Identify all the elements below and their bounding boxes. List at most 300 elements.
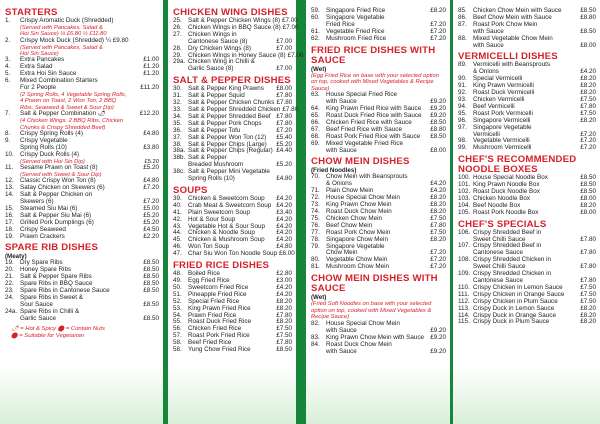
item-price: £7.80 — [276, 99, 293, 107]
item-number: 108. — [458, 256, 471, 264]
item-price: £8.20 — [276, 297, 292, 305]
item-name: Vermicelli — [473, 130, 500, 138]
menu-item — [5, 111, 159, 118]
item-number: 11. — [5, 163, 14, 171]
item-price: £8.20 — [580, 318, 596, 326]
item-price: £8.50 — [143, 287, 159, 295]
item-name: Garlic Sauce (8) — [188, 65, 234, 73]
item-name: Yung Chow Fried Rice — [188, 346, 251, 354]
menu-item — [5, 165, 159, 172]
item-name: Vegetable Fried Rice — [326, 27, 385, 35]
item-price: £9.20 — [430, 105, 446, 113]
item-number: 92. — [458, 89, 467, 97]
section-title: STARTERS — [5, 7, 58, 18]
item-name: Roast Duck Vermicelli — [473, 89, 535, 97]
item-name: Singapore Fried Rice — [326, 7, 386, 14]
item-price: £7.20 — [430, 34, 446, 42]
section-title: VERMICELLI DISHES — [458, 51, 558, 63]
item-name: Salt & Pepper Won Ton (12) — [188, 133, 267, 141]
menu-item — [5, 85, 159, 92]
item-name: House Special Chow Mein — [326, 319, 400, 327]
section-subtitle: (Wet) — [311, 65, 327, 73]
item-number: 78. — [311, 235, 320, 243]
item-number: 13. — [5, 184, 14, 192]
menu-item — [458, 319, 596, 326]
menu-section — [173, 7, 304, 73]
item-name: Skewers (6) — [20, 197, 54, 205]
item-name: Mixed Combination Starters — [20, 77, 98, 85]
item-number: 71. — [311, 187, 320, 195]
item-number: 79. — [311, 242, 320, 250]
item-number: 76. — [311, 221, 320, 229]
item-name: Sweet Chilli Sauce — [473, 235, 526, 243]
item-price: £7.20 — [430, 263, 446, 271]
item-price: £7.00 — [276, 65, 292, 73]
item-number: 104. — [458, 201, 471, 209]
item-name: Chicken Wings in — [188, 30, 237, 38]
item-name: Salt & Pepper Chicken on — [20, 191, 93, 199]
item-number: 33. — [173, 105, 182, 113]
item-price: £8.80 — [580, 13, 596, 21]
item-name: Salt & Pepper King Prawns — [188, 85, 264, 93]
item-name: Salt & Pepper Chicken Wings (8) — [188, 17, 281, 24]
item-name: Singapore Vermicelli — [473, 116, 531, 124]
item-price: £4.40 — [276, 147, 292, 155]
item-price: £8.50 — [580, 181, 596, 189]
item-name: Roast Duck Chow Mein — [326, 208, 392, 215]
item-number: 61. — [311, 27, 320, 35]
item-price: £7.20 — [143, 184, 159, 192]
menu-section — [311, 274, 446, 355]
item-number — [5, 316, 20, 323]
item-price: £8.20 — [580, 82, 596, 90]
item-number: 103. — [458, 194, 471, 202]
item-number: 51. — [173, 290, 182, 298]
item-name: Honey Spare Ribs — [20, 266, 72, 274]
item-number: 114. — [458, 311, 470, 319]
item-name: Dry Chicken Wings (8) — [188, 44, 251, 52]
item-number: 68. — [311, 132, 320, 140]
item-price: £7.50 — [430, 228, 446, 236]
item-name: with Sauce — [326, 98, 357, 106]
item-number: 6. — [5, 77, 11, 85]
item-number: 44. — [173, 229, 182, 237]
menu-column-1 — [0, 0, 163, 424]
item-price: £8.50 — [580, 7, 596, 14]
item-name: Beef Fried Rice — [188, 339, 232, 347]
item-name: Sesame Prawn on Toast (8) — [20, 163, 98, 171]
item-name: Crispy Shredded Beef in — [473, 242, 542, 250]
item-number: 1. — [5, 17, 11, 24]
item-price: £4.20 — [276, 283, 292, 291]
item-price: £7.80 — [580, 249, 596, 257]
item-note: (2 Spring Rolls, 4 Vegetable Spring Rolls, — [20, 91, 127, 98]
item-price: £7.20 — [276, 126, 292, 134]
item-price: £7.80 — [580, 102, 596, 110]
item-price: £5.20 — [144, 158, 159, 165]
item-price: £7.20 — [580, 144, 596, 152]
item-name: Spring Rolls (10) — [188, 175, 235, 183]
item-price: £7.00 — [287, 51, 304, 59]
item-name: with Sauce — [326, 326, 357, 334]
item-price: £7.80 — [276, 119, 292, 127]
item-number: 101. — [458, 181, 471, 189]
item-price: £5.20 — [276, 161, 292, 169]
item-name: Crispy Shredded Beef in — [473, 228, 542, 236]
item-name: Char Siu Won Ton Noodle Soup — [188, 250, 278, 258]
item-name: Roast Duck Noodle Box — [473, 188, 540, 196]
item-price — [157, 18, 159, 25]
item-number: 98. — [458, 137, 467, 145]
item-price: £7.20 — [580, 137, 596, 145]
item-price: £9.20 — [430, 326, 446, 334]
item-number: 17. — [5, 218, 14, 226]
item-name: Special Vermicelli — [473, 75, 523, 83]
item-name: Spare Ribs in Chilli & — [20, 307, 80, 315]
item-price: £7.20 — [430, 27, 446, 35]
item-price: £8.00 — [276, 85, 292, 93]
item-price: £7.00 — [282, 17, 298, 24]
item-number — [311, 349, 326, 356]
item-price: £8.00 — [430, 146, 446, 154]
item-price: £8.50 — [580, 188, 596, 196]
item-number: 36. — [173, 126, 182, 134]
item-name: Chow Mein with Beansprouts — [326, 173, 408, 181]
item-number: 12. — [5, 177, 14, 185]
item-price — [157, 152, 159, 159]
item-name: Cantonese Sauce — [473, 277, 524, 284]
item-number: 115. — [458, 318, 470, 326]
item-number: 15. — [5, 204, 14, 212]
item-name: Crispy Shredded Chicken in — [473, 270, 552, 278]
item-number: 50. — [173, 283, 182, 291]
item-price: £5.00 — [143, 204, 159, 212]
item-price: £8.20 — [276, 318, 292, 326]
item-price: £8.50 — [430, 118, 446, 126]
item-number: 60. — [311, 13, 320, 21]
item-name: Roast Duck Chow Mein — [326, 340, 392, 348]
item-price: £8.20 — [580, 201, 596, 209]
item-number: 80. — [311, 256, 320, 264]
menu-section — [458, 52, 596, 152]
item-price: £9.20 — [430, 347, 446, 355]
item-price: £8.00 — [580, 41, 596, 49]
item-price: £7.20 — [143, 197, 159, 205]
item-name: Salt & Pepper Mini Vegetable — [188, 168, 270, 176]
item-number: 93. — [458, 95, 467, 103]
item-price: £4.20 — [580, 68, 596, 76]
item-name: Crispy Vegetable — [20, 136, 68, 144]
item-note: Ribs, Seaweed & Sweet & Sour Dip) — [20, 104, 114, 111]
item-note: Hoi Sin Sauce) ¼ £6.80 ½ £11.80 — [20, 31, 107, 38]
item-number: 7. — [5, 110, 11, 118]
item-number: 32. — [173, 99, 182, 107]
item-number: 91. — [458, 82, 467, 90]
item-name: Chicken & Noodle Soup — [188, 229, 255, 237]
item-number: 16. — [5, 211, 14, 219]
item-price: £4.80 — [143, 177, 159, 185]
item-name: Chicken & Sweetcorn Soup — [188, 194, 265, 202]
menu-section — [5, 243, 159, 322]
legend-line: 🌶 = Hot & Spicy ⬤ = Contain Nuts — [11, 325, 105, 332]
item-price: £5.20 — [143, 211, 159, 219]
item-price: £8.80 — [430, 125, 446, 133]
item-name: Cantonese Sauce — [473, 249, 524, 257]
item-name: Crispy Duck in Orange Sauce — [473, 311, 556, 319]
item-number — [311, 148, 326, 155]
item-number: 56. — [173, 325, 182, 333]
section-title: CHICKEN WING DISHES — [173, 7, 288, 18]
item-price: £8.20 — [430, 208, 446, 215]
item-number — [173, 66, 188, 73]
item-name: Egg Fried Rice — [188, 277, 230, 284]
menu-section — [458, 8, 596, 49]
item-name: with Sauce — [473, 41, 504, 49]
item-number: 20. — [5, 266, 14, 274]
item-number: 77. — [311, 228, 320, 236]
item-number: 38c. — [173, 168, 185, 176]
item-number: 70. — [311, 173, 320, 181]
item-name: Dry Spare Ribs — [20, 259, 63, 267]
item-number: 38. — [173, 140, 182, 148]
menu-section — [173, 184, 295, 258]
item-number — [458, 43, 473, 50]
item-name: Beef Fried Rice with Sauce — [326, 125, 402, 133]
item-price: £7.50 — [580, 95, 596, 103]
item-number: 27. — [173, 30, 182, 38]
section-subtitle: (Meaty) — [5, 253, 27, 261]
item-price: £7.20 — [430, 20, 446, 28]
item-price: £7.80 — [580, 235, 596, 243]
item-price: £8.20 — [430, 201, 446, 209]
item-number: 31. — [173, 92, 182, 100]
item-price: £4.20 — [276, 236, 292, 244]
item-number: 95. — [458, 109, 467, 117]
item-name: Chicken Fried Rice with Sauce — [326, 118, 412, 126]
menu-item — [311, 349, 446, 356]
item-number: 90. — [458, 75, 467, 83]
item-name: Spare Ribs in Cantonese Sauce — [20, 287, 110, 295]
section-title: CHEF'S SPECIALS — [458, 218, 547, 230]
item-price: £3.80 — [143, 143, 159, 151]
menu-section — [458, 155, 596, 216]
item-price: £8.20 — [580, 116, 596, 124]
section-title: FRIED RICE DISHES — [173, 260, 270, 272]
menu-column-4 — [453, 0, 600, 424]
item-number: 86. — [458, 13, 467, 21]
item-number: 24. — [5, 293, 14, 301]
item-price: £4.20 — [276, 194, 292, 202]
menu-item — [5, 38, 159, 45]
menu-item — [5, 18, 159, 25]
item-name: Classic Crispy Won Ton (8) — [20, 177, 96, 185]
item-price: £8.50 — [430, 132, 446, 140]
item-name: For 2 People — [20, 84, 57, 92]
item-number: 45. — [173, 236, 182, 244]
item-number: 48. — [173, 270, 182, 278]
item-number: 38a. — [173, 147, 186, 155]
item-price: £7.00 — [282, 23, 299, 31]
item-name: Sweetcorn Fried Rice — [188, 283, 249, 291]
item-price: £12.20 — [139, 110, 159, 118]
item-number: 34. — [173, 112, 182, 120]
item-name: Vegetable Hot & Sour Soup — [188, 222, 266, 230]
item-number: 107. — [458, 242, 471, 250]
item-name: Crispy Mock Duck (Shredded) ¼ £9.80 — [20, 36, 129, 44]
item-price: £7.80 — [276, 112, 292, 120]
item-number: 2. — [5, 36, 11, 44]
item-number: 37. — [173, 133, 182, 141]
item-name: Extra Salad — [20, 63, 53, 71]
item-price: £9.20 — [430, 112, 446, 120]
item-name: Extra Hoi Sin Sauce — [20, 70, 77, 78]
item-number: 58. — [173, 339, 182, 347]
item-name: Chicken Wing in Chilli & — [188, 58, 255, 66]
item-number: 102. — [458, 188, 471, 196]
item-number: 73. — [311, 201, 320, 209]
item-name: Chicken Fried Rice — [188, 325, 242, 333]
item-name: Fried Rice — [326, 20, 355, 28]
item-name: Roast Pork Chow Mein — [326, 228, 391, 236]
item-number: 112. — [458, 297, 470, 305]
item-number: 110. — [458, 283, 470, 291]
item-number: 63. — [311, 91, 320, 99]
item-name: House Special Noodle Box — [473, 174, 548, 182]
item-name: King Prawn Fried Rice — [188, 304, 251, 312]
section-note: (Egg Fried Rice on base with your selected option on top, cooked with Mixed Vegetables & Recipe Sauce) — [311, 72, 439, 92]
item-number: 62. — [311, 34, 320, 42]
item-number: 21. — [5, 273, 14, 281]
item-name: Salt & Pepper Tofu — [188, 126, 241, 134]
item-number: 87. — [458, 20, 467, 28]
item-price: £5.20 — [143, 163, 159, 171]
item-number: 83. — [311, 333, 320, 341]
item-name: Salt & Pepper Chips (Regular) — [188, 147, 273, 155]
item-number: 3. — [5, 56, 11, 64]
menu-item — [173, 347, 292, 354]
item-number: 39. — [173, 194, 182, 202]
item-name: Vegetable Chow Mein — [326, 256, 388, 264]
section-title: SALT & PEPPER DISHES — [173, 75, 291, 87]
item-price: £8.20 — [580, 304, 596, 312]
item-number: 49. — [173, 277, 182, 284]
section-title: SOUPS — [173, 184, 208, 196]
menu-item — [5, 234, 159, 241]
item-name: Hot & Sour Soup — [188, 215, 236, 223]
item-name: Singapore Vegetable — [326, 13, 385, 21]
item-name: Crispy Duck in Plum Sauce — [473, 318, 550, 326]
item-note: (Served with Sweet & Sour Dip) — [20, 171, 102, 178]
item-name: Plain Sweetcorn Soup — [188, 208, 250, 216]
item-number: 40. — [173, 201, 182, 209]
item-name: Mixed Vegetable Chow Mein — [473, 34, 553, 42]
item-name: Crispy Chicken in Orange Sauce — [473, 290, 565, 298]
item-price: £8.50 — [580, 27, 596, 35]
item-note: (Served with Pancakes, Salad & — [20, 24, 103, 31]
item-number: 28. — [173, 44, 182, 52]
item-price: £7.80 — [276, 311, 292, 319]
item-name: Garlic Sauce — [20, 314, 57, 322]
menu-item — [311, 264, 446, 271]
menu-item — [458, 145, 596, 152]
item-number: 113. — [458, 304, 470, 312]
item-price: £7.50 — [276, 332, 292, 340]
item-note: 4 Prawn on Toast, 2 Won Ton, 2 BBQ — [20, 98, 117, 105]
item-name: Roast Pork Noodle Box — [473, 208, 539, 216]
item-price: £1.00 — [143, 56, 159, 64]
menu-section — [173, 261, 292, 354]
item-price: £7.00 — [276, 37, 292, 45]
item-number: 74. — [311, 208, 320, 215]
item-name: Salt & Pepper Shredded Chicken — [188, 105, 281, 113]
item-name: House Special Chow Mein — [326, 194, 400, 202]
item-price: £7.80 — [430, 221, 446, 229]
section-subtitle: (Fried Noodles) — [311, 167, 357, 175]
item-name: Boiled Rice — [188, 270, 220, 278]
item-name: Roast Pork Fried Rice — [188, 332, 250, 340]
menu-column-3 — [306, 0, 450, 424]
item-price: £8.50 — [580, 174, 596, 182]
item-price: £9.20 — [430, 333, 446, 341]
item-name: Prawn Crackers — [20, 232, 65, 240]
section-title: FRIED RICE DISHES WITH SAUCE — [311, 44, 436, 66]
item-price — [157, 38, 159, 45]
item-name: Steamed Siu Mai (6) — [20, 204, 78, 212]
item-number: 69. — [311, 139, 320, 147]
item-number: 75. — [311, 214, 320, 222]
item-name: & Onions — [473, 68, 499, 76]
item-name: with Sauce — [473, 27, 504, 35]
item-name: Prawn Fried Rice — [188, 311, 237, 319]
item-price: £5.40 — [276, 133, 292, 141]
item-name: Salt & Pepper Shredded Beef — [188, 112, 271, 120]
item-price: £8.00 — [580, 194, 596, 202]
item-price: £9.20 — [430, 98, 446, 106]
item-number: 22. — [5, 280, 14, 288]
item-name: Mixed Vegetable Fried Rice — [326, 139, 404, 147]
menu-section — [311, 157, 446, 271]
item-price: £4.80 — [143, 129, 159, 137]
item-name: Breaded Mushroom — [188, 161, 244, 169]
item-number: 66. — [311, 118, 320, 126]
item-price: £3.40 — [276, 208, 292, 216]
item-price: £4.20 — [276, 290, 292, 298]
item-price: £5.20 — [143, 218, 159, 226]
item-price: £4.20 — [430, 187, 446, 195]
item-name: Sour Sauce — [20, 300, 53, 308]
item-price: £8.50 — [143, 259, 159, 267]
item-name: Special Fried Rice — [188, 297, 240, 305]
item-price: £4.80 — [276, 175, 292, 183]
item-price: £8.20 — [430, 235, 446, 243]
item-name: Spring Rolls (10) — [20, 143, 67, 151]
item-number: 19. — [5, 259, 14, 267]
item-number: 26. — [173, 23, 182, 31]
item-price: £8.20 — [580, 75, 596, 83]
item-number: 55. — [173, 318, 182, 326]
item-number: 105. — [458, 208, 471, 216]
item-number: 57. — [173, 332, 182, 340]
item-number: 84. — [311, 340, 320, 348]
item-number: 4. — [5, 63, 11, 71]
item-name: Chicken Noodle Box — [473, 194, 531, 202]
item-name: Won Ton Soup — [188, 243, 230, 251]
section-note: (Fried Soft Noodles on base with your selected option on top, cooked with Mixed Vegetables & Recipe Sauce) — [311, 301, 432, 321]
item-number: 81. — [311, 263, 320, 271]
item-number: 97. — [458, 123, 467, 131]
item-note: Hoi Sin Sauce) — [20, 51, 59, 58]
item-price: £8.50 — [143, 280, 159, 288]
